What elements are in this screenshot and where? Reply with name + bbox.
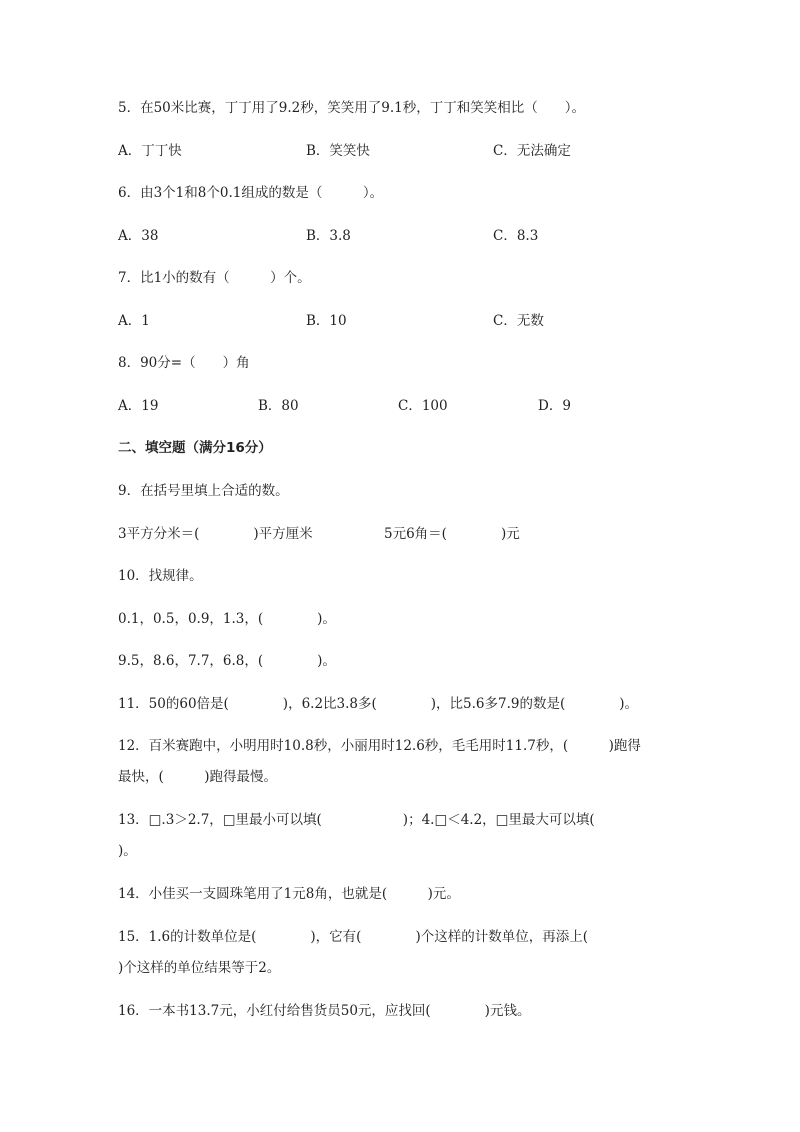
question-7-stem: 7．比1小的数有（ ）个。 — [118, 270, 311, 286]
question-10-sequence-1: 0.1，0.5，0.9，1.3，( )。 — [118, 611, 336, 627]
question-5-option-c: C．无法确定 — [493, 143, 571, 159]
question-13-line-1: 13．□.3＞2.7，□里最小可以填( )；4.□＜4.2，□里最大可以填( — [118, 812, 595, 828]
question-9-stem: 9．在括号里填上合适的数。 — [118, 483, 289, 499]
question-8-option-d: D．9 — [538, 398, 571, 414]
section-2-heading: 二、填空题（满分16分） — [118, 440, 272, 456]
question-9-part-2: 5元6角＝( )元 — [384, 526, 520, 542]
question-8-stem: 8．90分=（ ）角 — [118, 355, 250, 371]
question-8-option-b: B．80 — [258, 398, 299, 414]
question-6-option-b: B．3.8 — [306, 228, 351, 244]
question-10-sequence-2: 9.5，8.6，7.7，6.8，( )。 — [118, 653, 336, 669]
question-5-option-a: A．丁丁快 — [118, 143, 182, 159]
question-6-option-c: C．8.3 — [493, 228, 539, 244]
question-7-option-c: C．无数 — [493, 313, 544, 329]
question-16: 16．一本书13.7元，小红付给售货员50元，应找回( )元钱。 — [118, 1003, 531, 1019]
question-9-part-1: 3平方分米＝( )平方厘米 — [118, 526, 313, 542]
question-12-line-2: 最快，( )跑得最慢。 — [118, 769, 278, 785]
question-11: 11．50的60倍是( )，6.2比3.8多( )，比5.6多7.9的数是( )。 — [118, 696, 639, 712]
question-5-option-b: B．笑笑快 — [306, 143, 370, 159]
question-5-stem: 5．在50米比赛，丁丁用了9.2秒，笑笑用了9.1秒，丁丁和笑笑相比（ ）。 — [118, 100, 585, 116]
question-7-option-b: B．10 — [306, 313, 347, 329]
question-6-stem: 6．由3个1和8个0.1组成的数是（ ）。 — [118, 185, 384, 201]
question-6-option-a: A．38 — [118, 228, 159, 244]
question-15-line-2: )个这样的单位结果等于2。 — [118, 960, 281, 976]
question-15-line-1: 15．1.6的计数单位是( )，它有( )个这样的计数单位，再添上( — [118, 929, 588, 945]
question-10-stem: 10．找规律。 — [118, 568, 203, 584]
question-13-line-2: )。 — [118, 843, 137, 859]
question-12-line-1: 12．百米赛跑中，小明用时10.8秒，小丽用时12.6秒，毛毛用时11.7秒，( )跑得 — [118, 738, 641, 754]
question-8-option-c: C．100 — [398, 398, 448, 414]
question-7-option-a: A．1 — [118, 313, 150, 329]
question-8-option-a: A．19 — [118, 398, 159, 414]
question-14: 14．小佳买一支圆珠笔用了1元8角，也就是( )元。 — [118, 886, 460, 902]
